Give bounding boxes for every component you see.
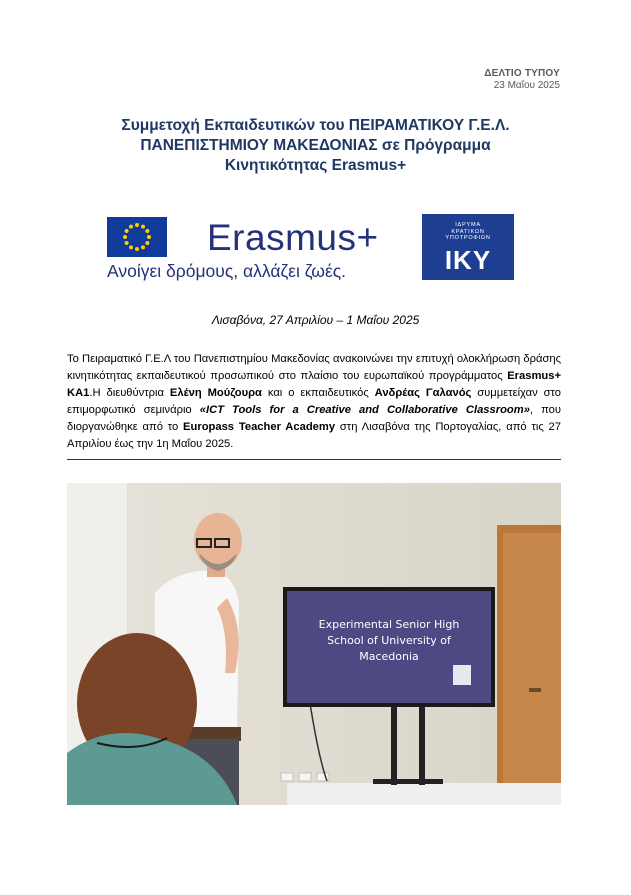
iky-line-1: ΙΔΡΥΜΑ [455,222,481,228]
body-text-2: .Η διευθύντρια [89,387,170,399]
screen-line-2: School of University of [327,634,451,647]
press-release-date: 23 Μαΐου 2025 [493,80,560,91]
iky-logo-small-text [422,222,514,242]
academy-name: Europass Teacher Academy [183,421,336,433]
body-text-5: , που διοργανώθηκε από το [67,404,562,433]
erasmus-slogan: Ανοίγει δρόμους, αλλάζει ζωές. [107,261,347,281]
screen-line-3: Macedonia [359,650,419,663]
iky-logo [422,214,514,280]
body-paragraph [67,351,561,453]
section-divider [67,459,561,460]
director-name: Ελένη Μούζουρα [169,387,262,399]
body-text-3: και ο εκπαιδευτικός [261,387,375,399]
iky-line-2: ΚΡΑΤΙΚΩΝ [451,228,485,235]
eu-flag-icon [107,217,167,257]
document-title [70,116,561,176]
press-header [484,68,560,91]
body-text-1: Το Πειραματικό Γ.Ε.Λ του Πανεπιστημίου Μακεδονίας ανακοινώνει την επιτυχή ολοκλήρωση δράσης κινητικότητας εκπαιδευτικού προσωπικού στο πλαίσιο του ευρωπαϊκού προγράμματος [67,353,561,382]
screen-line-1: Experimental Senior High [318,618,460,631]
program-name: Erasmus+ KA1 [67,370,561,399]
title-line-2: ΠΑΝΕΠΙΣΤΗΜΙΟΥ ΜΑΚΕΔΟΝΙΑΣ σε Πρόγραμμα [140,137,491,154]
erasmus-logo-text: Erasmus+ [207,217,379,258]
iky-logo-big-text: ΙΚΥ [444,244,492,275]
teacher-name: Ανδρέας Γαλανός [374,387,472,399]
iky-line-3: ΥΠΟΤΡΟΦΙΩΝ [445,235,491,241]
body-text-4: συμμετείχαν στο επιμορφωτικό σεμινάριο [67,387,561,416]
seminar-title: «ICT Tools for a Creative and Collaborative Classroom» [199,404,530,416]
logos-banner [107,214,517,294]
press-release-label: ΔΕΛΤΙΟ ΤΥΠΟΥ [484,68,560,79]
title-line-3: Κινητικότητας Erasmus+ [224,157,407,174]
title-line-1: Συμμετοχή Εκπαιδευτικών του ΠΕΙΡΑΜΑΤΙΚΟΥ Γ.Ε.Λ. [121,117,510,134]
seminar-photo-illustration [67,483,561,805]
seminar-photo [67,483,561,805]
location-dates: Λισαβόνα, 27 Απριλίου – 1 Μαΐου 2025 [211,313,420,327]
body-text-6: στη Λισαβόνα της Πορτογαλίας, από τις 27 Απριλίου έως την 1η Μαΐου 2025. [67,421,561,450]
